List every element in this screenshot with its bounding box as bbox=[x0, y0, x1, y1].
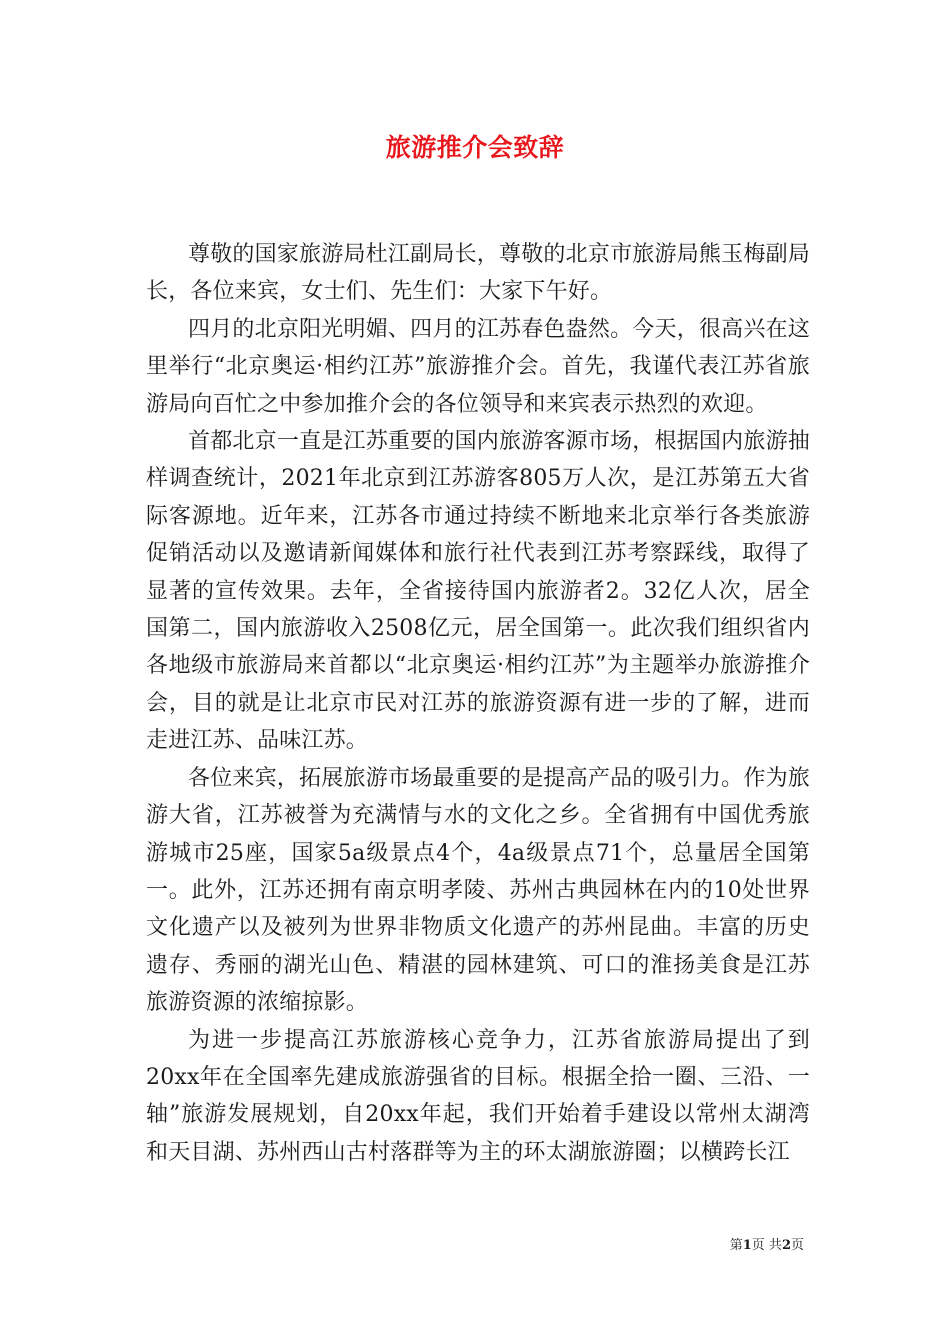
footer-middle: 页 共 bbox=[751, 1238, 782, 1253]
paragraph-beijing-market: 首都北京一直是江苏重要的国内旅游客源市场，根据国内旅游抽样调查统计，2021年北京到江苏游客805万人次，是江苏第五大省际客源地。近年来，江苏各市通过持续不断地来北京举行各类旅游促销活动以及邀请新闻媒体和旅行社代表到江苏考察踩线，取得了显著的宣传效果。去年，全省接待国内旅游者2。32亿人次，居全国第二，国内旅游收入2508亿元，居全国第一。此次我们组织省内各地级市旅游局来首都以“北京奥运·相约江苏”为主题举办旅游推介会，目的就是让北京市民对江苏的旅游资源有进一步的了解，进而走进江苏、品味江苏。 bbox=[146, 429, 810, 754]
page-number-footer bbox=[730, 1234, 804, 1253]
paragraph-development-plan: 为进一步提高江苏旅游核心竞争力，江苏省旅游局提出了到20xx年在全国率先建成旅游强省的目标。根据全拾一圈、三沿、一轴”旅游发展规划，自20xx年起，我们开始着手建设以常州太湖湾和天目湖、苏州西山古村落群等为主的环太湖旅游圈；以横跨长江 bbox=[146, 1027, 810, 1165]
footer-total-pages: 2 bbox=[781, 1238, 791, 1253]
paragraph-tourism-resources: 各位来宾，拓展旅游市场最重要的是提高产品的吸引力。作为旅游大省，江苏被誉为充满情与水的文化之乡。全省拥有中国优秀旅游城市25座，国家5a级景点4个，4a级景点71个，总量居全国第一。此外，江苏还拥有南京明孝陵、苏州古典园林在内的10处世界文化遗产以及被列为世界非物质文化遗产的苏州昆曲。丰富的历史遗存、秀丽的湖光山色、精湛的园林建筑、可口的淮扬美食是江苏旅游资源的浓缩掠影。 bbox=[146, 765, 810, 1016]
paragraph-greeting: 尊敬的国家旅游局杜江副局长，尊敬的北京市旅游局熊玉梅副局长，各位来宾，女士们、先生们：大家下午好。 bbox=[146, 242, 810, 305]
footer-suffix: 页 bbox=[790, 1238, 804, 1253]
footer-current-page: 1 bbox=[742, 1238, 752, 1253]
document-body bbox=[146, 236, 810, 1171]
document-title: 旅游推介会致辞 bbox=[385, 133, 565, 162]
paragraph-welcome: 四月的北京阳光明媚、四月的江苏春色盎然。今天，很高兴在这里举行“北京奥运·相约江苏”旅游推介会。首先，我谨代表江苏省旅游局向百忙之中参加推介会的各位领导和来宾表示热烈的欢迎。 bbox=[146, 316, 810, 417]
footer-prefix: 第 bbox=[729, 1238, 743, 1253]
